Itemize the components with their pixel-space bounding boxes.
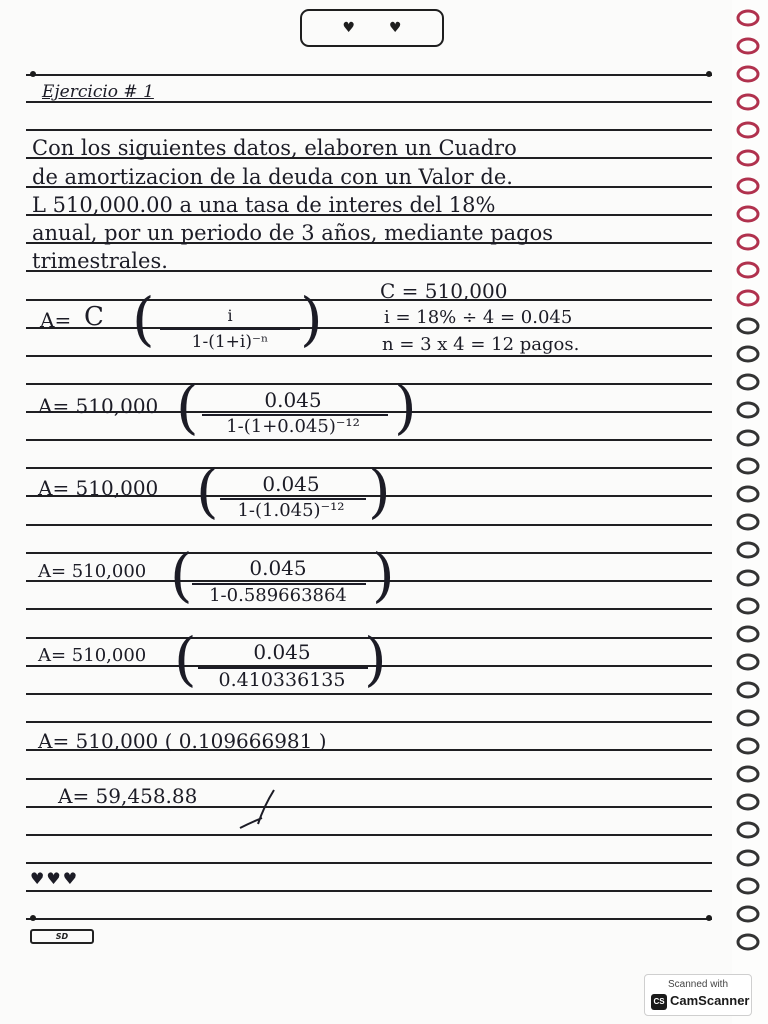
margin-dot [30,915,36,921]
ruled-line [26,778,712,780]
spiral-coil [738,151,758,165]
scanned-with-label: Scanned with [667,979,729,990]
formula-numerator: i [227,306,233,325]
problem-line: trimestrales. [32,249,168,273]
paren-left: ( [170,541,193,609]
problem-line: Con los siguientes datos, elaboren un Cuadro [32,136,517,160]
step-numerator: 0.045 [253,640,311,664]
step-lhs: A= 510,000 [38,561,147,582]
problem-line: de amortizacion de la deuda con un Valor de. [32,165,513,189]
spiral-coil [738,487,758,501]
formula-denominator: 1-(1+i)⁻ⁿ [191,332,269,352]
spiral-coil [738,291,758,305]
spiral-coil [738,599,758,613]
spiral-coil [738,95,758,109]
step-denominator: 1-(1+0.045)⁻¹² [226,416,360,437]
heart-icon: ♥ [342,20,355,36]
camscanner-name: CamScanner [670,993,750,1008]
spiral-binding [728,0,768,1024]
checkmark-icon [234,786,282,834]
given-principal: C = 510,000 [380,279,508,303]
spiral-coil [738,795,758,809]
given-periods: n = 3 x 4 = 12 pagos. [382,334,580,355]
paren-right: ) [364,625,387,693]
ruled-line [26,383,712,385]
margin-dot [706,915,712,921]
ruled-line [26,862,712,864]
spiral-coil [738,655,758,669]
ruled-line [26,439,712,441]
spiral-coil [738,879,758,893]
spiral-coil [738,67,758,81]
spiral-coil [738,627,758,641]
problem-line: L 510,000.00 a una tasa de interes del 18% [32,193,496,217]
spiral-coil [738,459,758,473]
step-denominator: 1-(1.045)⁻¹² [237,500,345,521]
ruled-line [26,552,712,554]
exercise-title: Ejercicio # 1 [42,82,154,102]
paren-left: ( [132,285,155,353]
spiral-coil [738,907,758,921]
problem-line: anual, por un periodo de 3 años, mediante pagos [32,221,554,245]
spiral-coil [738,403,758,417]
spiral-coil [738,123,758,137]
ruled-line [26,693,712,695]
spiral-coil [738,263,758,277]
step-numerator: 0.045 [264,388,322,412]
camscanner-badge [644,974,752,1016]
brand-logo: SD [30,929,94,944]
spiral-coil [738,935,758,949]
paren-right: ) [300,285,323,353]
spiral-coil [738,11,758,25]
header-box [300,9,444,47]
spiral-coil [738,767,758,781]
step-numerator: 0.045 [262,472,320,496]
ruled-line [26,608,712,610]
spiral-coil [738,39,758,53]
result: A= 59,458.88 [58,784,198,808]
ruled-line [26,355,712,357]
spiral-coil [738,851,758,865]
margin-dot [30,71,36,77]
spiral-coil [738,319,758,333]
spiral-coil [738,543,758,557]
formula-lhs: A= [40,308,72,332]
spiral-coil [738,571,758,585]
ruled-line [26,918,712,920]
paren-right: ) [372,541,395,609]
ruled-line [26,74,712,76]
ruled-line [26,834,712,836]
spiral-coil [738,739,758,753]
spiral-coil [738,683,758,697]
spiral-coil [738,235,758,249]
paren-left: ( [196,457,219,525]
step-lhs: A= 510,000 [38,645,147,666]
step-lhs: A= 510,000 [38,476,159,500]
spiral-coil [738,347,758,361]
fraction-bar [160,328,300,330]
heart-doodle: ♥♥♥ [30,869,80,888]
ruled-line [26,327,712,329]
paren-left: ( [176,373,199,441]
spiral-coil [738,431,758,445]
camscanner-icon: CS [651,994,667,1010]
paren-right: ) [368,457,391,525]
step-denominator: 0.410336135 [218,669,346,691]
step-numerator: 0.045 [249,556,307,580]
ruled-line [26,890,712,892]
margin-dot [706,71,712,77]
step-lhs: A= 510,000 [38,394,159,418]
product-step: A= 510,000 ( 0.109666981 ) [38,729,327,753]
formula-principal: C [84,302,104,332]
spiral-coil [738,179,758,193]
ruled-line [26,721,712,723]
spiral-coil [738,823,758,837]
spiral-coil [738,515,758,529]
given-rate: i = 18% ÷ 4 = 0.045 [384,307,573,328]
ruled-line [26,129,712,131]
step-denominator: 1-0.589663864 [209,585,347,606]
spiral-coil [738,375,758,389]
spiral-coil [738,711,758,725]
spiral-coil [738,207,758,221]
ruled-line [26,299,712,301]
paren-right: ) [394,373,417,441]
paren-left: ( [174,625,197,693]
heart-icon: ♥ [389,20,402,36]
